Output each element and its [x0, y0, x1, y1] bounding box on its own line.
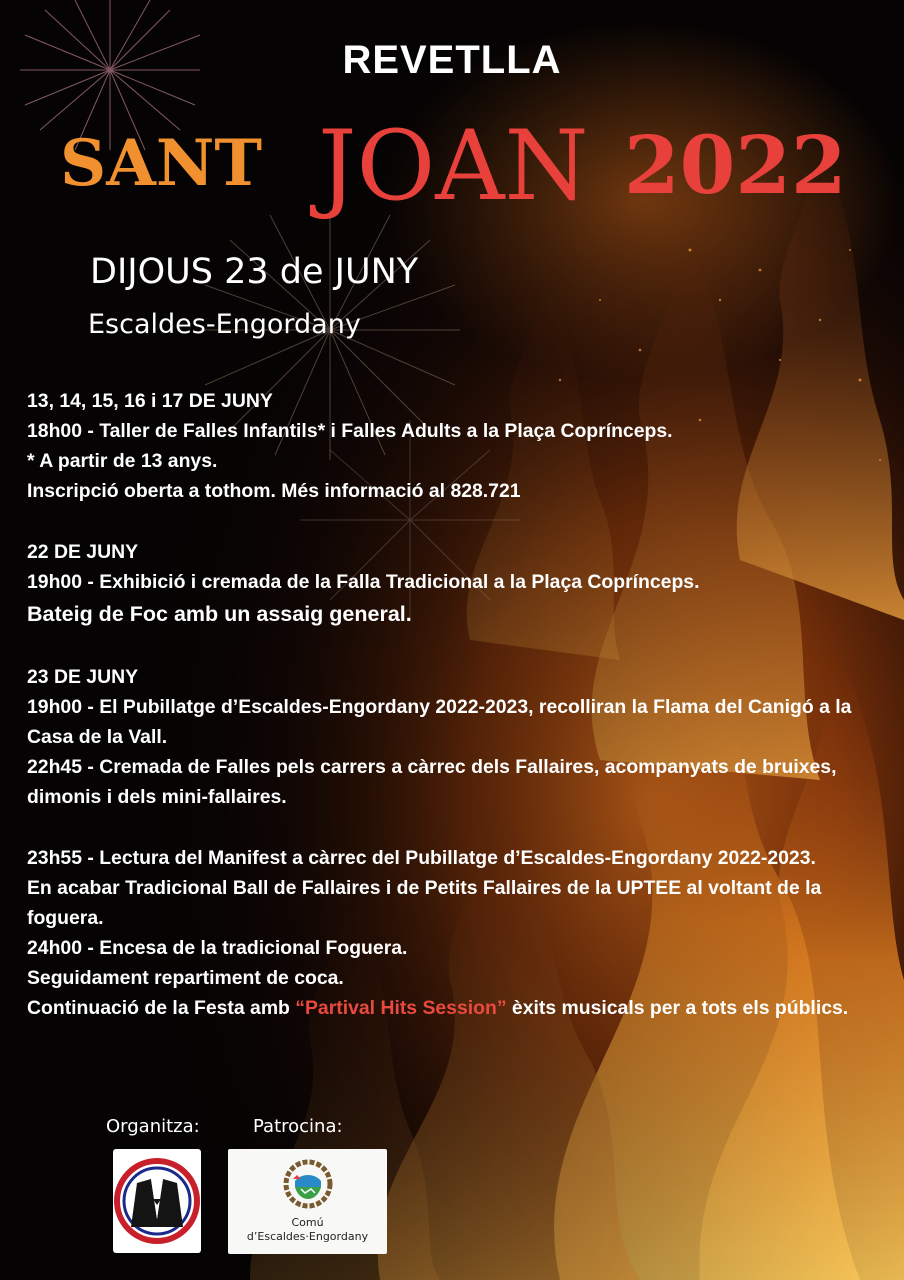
program-line: 19h00 - El Pubillatge d’Escaldes-Engordany 2022-2023, recolliran la Flama del Canigó a la Casa de la Vall.: [27, 696, 852, 748]
program-section-june-13-17: [27, 386, 899, 506]
program: [27, 386, 899, 1023]
program-line: Bateig de Foc amb un assaig general.: [27, 602, 412, 626]
section-gap: [27, 631, 899, 662]
sponsor-logo-line2: d’Escaldes·Engordany: [246, 1230, 369, 1243]
program-line: 24h00 - Encesa de la tradicional Foguera.: [27, 937, 408, 959]
program-section-night: [27, 843, 899, 1023]
program-text: Continuació de la Festa amb: [27, 997, 296, 1019]
main-title: [56, 108, 876, 228]
program-line: 22h45 - Cremada de Falles pels carrers a càrrec dels Fallaires, acompanyats de bruixes, dimonis i dels mini-fallaires.: [27, 756, 837, 808]
organizer-logo: [113, 1149, 201, 1253]
sponsor-logo: [228, 1149, 387, 1254]
section-heading: 13, 14, 15, 16 i 17 DE JUNY: [27, 390, 273, 412]
coat-of-arms-icon: [283, 1159, 333, 1209]
section-heading: 23 DE JUNY: [27, 666, 139, 688]
program-line: [27, 993, 899, 1023]
organizer-label: Organitza:: [106, 1116, 200, 1137]
program-line: Inscripció oberta a tothom. Més informació al 828.721: [27, 480, 521, 502]
kicker-title: REVETLLA: [342, 38, 562, 82]
program-line: * A partir de 13 anys.: [27, 450, 218, 472]
program-line: Seguidament repartiment de coca.: [27, 967, 344, 989]
section-gap: [27, 812, 899, 843]
highlight-session-name: “Partival Hits Session”: [295, 997, 507, 1019]
title-joan: JOAN: [318, 110, 589, 222]
event-date: DIJOUS 23 de JUNY: [90, 252, 419, 292]
program-line: En acabar Tradicional Ball de Fallaires i de Petits Fallaires de la UPTEE al voltant de la foguera.: [27, 877, 822, 929]
program-line: 23h55 - Lectura del Manifest a càrrec del Pubillatge d’Escaldes-Engordany 2022-2023.: [27, 847, 816, 869]
program-section-june-22: [27, 537, 899, 631]
title-sant: SANT: [60, 126, 262, 201]
sponsor-logo-line1: Comú: [291, 1216, 324, 1229]
program-line: 18h00 - Taller de Falles Infantils* i Falles Adults a la Plaça Coprínceps.: [27, 420, 673, 442]
program-text: èxits musicals per a tots els públics.: [506, 997, 849, 1019]
event-place: Escaldes-Engordany: [88, 309, 361, 340]
title-year: 2022: [624, 118, 847, 212]
sponsor-label: Patrocina:: [253, 1116, 343, 1137]
section-gap: [27, 506, 899, 537]
tuxedo-logo-icon: [113, 1149, 201, 1253]
section-heading: 22 DE JUNY: [27, 541, 139, 563]
program-section-june-23: [27, 662, 899, 812]
program-line: 19h00 - Exhibició i cremada de la Falla Tradicional a la Plaça Coprínceps.: [27, 571, 700, 593]
